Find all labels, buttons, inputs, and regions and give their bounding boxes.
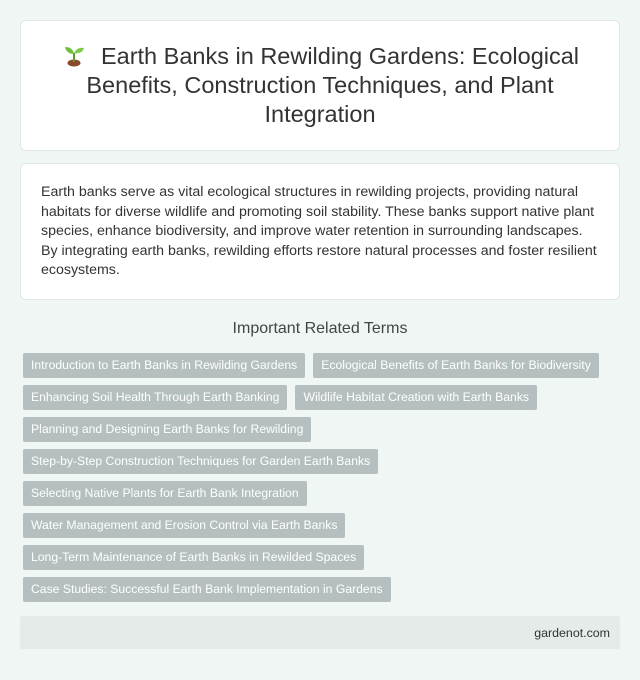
- term-tag[interactable]: Case Studies: Successful Earth Bank Implementation in Gardens: [23, 577, 391, 602]
- title-card: [20, 20, 620, 151]
- term-row: [23, 545, 603, 570]
- term-tag[interactable]: Water Management and Erosion Control via Earth Banks: [23, 513, 345, 538]
- term-row: [23, 417, 603, 442]
- term-row: [23, 385, 603, 410]
- term-tag[interactable]: Step-by-Step Construction Techniques for Garden Earth Banks: [23, 449, 378, 474]
- summary-text: Earth banks serve as vital ecological structures in rewilding projects, providing natural habitats for diverse wildlife and promoting soil stability. These banks support native plant species, enhance biodiversity, and improve water retention in surrounding landscapes. By integrating earth banks, rewilding efforts restore natural processes and foster resilient ecosystems.: [41, 184, 597, 279]
- related-terms-list: [23, 353, 603, 609]
- term-tag[interactable]: Enhancing Soil Health Through Earth Banking: [23, 385, 287, 410]
- term-tag[interactable]: Introduction to Earth Banks in Rewilding Gardens: [23, 353, 305, 378]
- term-tag[interactable]: Selecting Native Plants for Earth Bank Integration: [23, 481, 307, 506]
- footer: [20, 616, 620, 649]
- term-tag[interactable]: Ecological Benefits of Earth Banks for Biodiversity: [313, 353, 599, 378]
- term-row: [23, 513, 603, 538]
- term-row: [23, 449, 603, 474]
- page-title: [57, 42, 583, 129]
- summary-card: [20, 163, 620, 300]
- term-tag[interactable]: Wildlife Habitat Creation with Earth Banks: [295, 385, 537, 410]
- term-row: [23, 353, 603, 378]
- sprout-icon: [61, 43, 87, 67]
- term-row: [23, 481, 603, 506]
- page-title-text: Earth Banks in Rewilding Gardens: Ecological Benefits, Construction Techniques, and Plant Integration: [86, 43, 580, 127]
- term-tag[interactable]: Planning and Designing Earth Banks for Rewilding: [23, 417, 311, 442]
- term-tag[interactable]: Long-Term Maintenance of Earth Banks in Rewilded Spaces: [23, 545, 364, 570]
- related-terms-heading: Important Related Terms: [232, 320, 408, 337]
- term-row: [23, 577, 603, 602]
- footer-site-link[interactable]: gardenot.com: [534, 625, 610, 640]
